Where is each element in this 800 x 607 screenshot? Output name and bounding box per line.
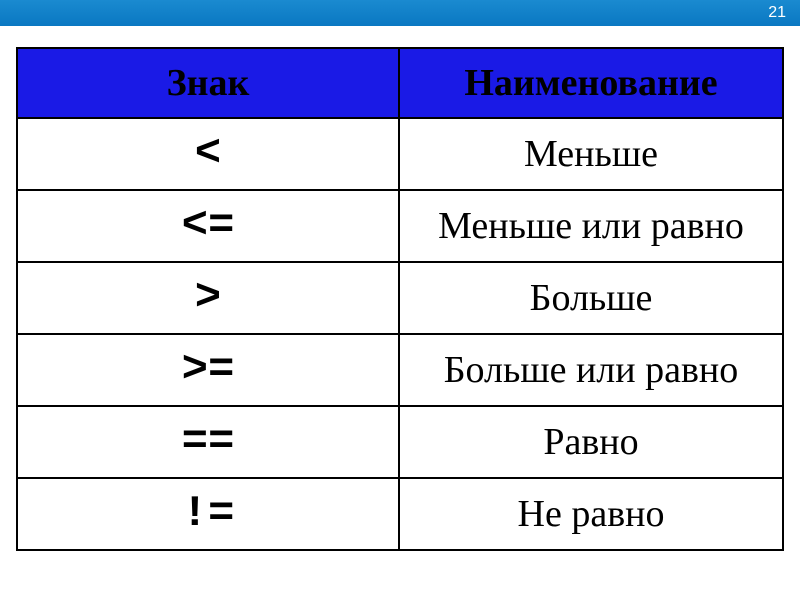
operator-sign: <= bbox=[17, 190, 399, 262]
table-row bbox=[17, 406, 783, 478]
header-name: Наименование bbox=[399, 48, 783, 118]
table-row bbox=[17, 334, 783, 406]
operator-sign: < bbox=[17, 118, 399, 190]
header-sign: Знак bbox=[17, 48, 399, 118]
slide-number: 21 bbox=[768, 4, 786, 21]
operator-name: Больше или равно bbox=[399, 334, 783, 406]
table-row bbox=[17, 190, 783, 262]
operator-sign: >= bbox=[17, 334, 399, 406]
operator-name: Равно bbox=[399, 406, 783, 478]
operator-name: Не равно bbox=[399, 478, 783, 550]
operator-name: Меньше bbox=[399, 118, 783, 190]
comparison-operators-table bbox=[16, 47, 784, 551]
operator-name: Больше bbox=[399, 262, 783, 334]
table-row bbox=[17, 478, 783, 550]
top-banner bbox=[0, 0, 800, 26]
operator-sign: > bbox=[17, 262, 399, 334]
table-row bbox=[17, 262, 783, 334]
operator-name: Меньше или равно bbox=[399, 190, 783, 262]
operator-sign: == bbox=[17, 406, 399, 478]
table-header-row bbox=[17, 48, 783, 118]
operator-sign: != bbox=[17, 478, 399, 550]
table-row bbox=[17, 118, 783, 190]
